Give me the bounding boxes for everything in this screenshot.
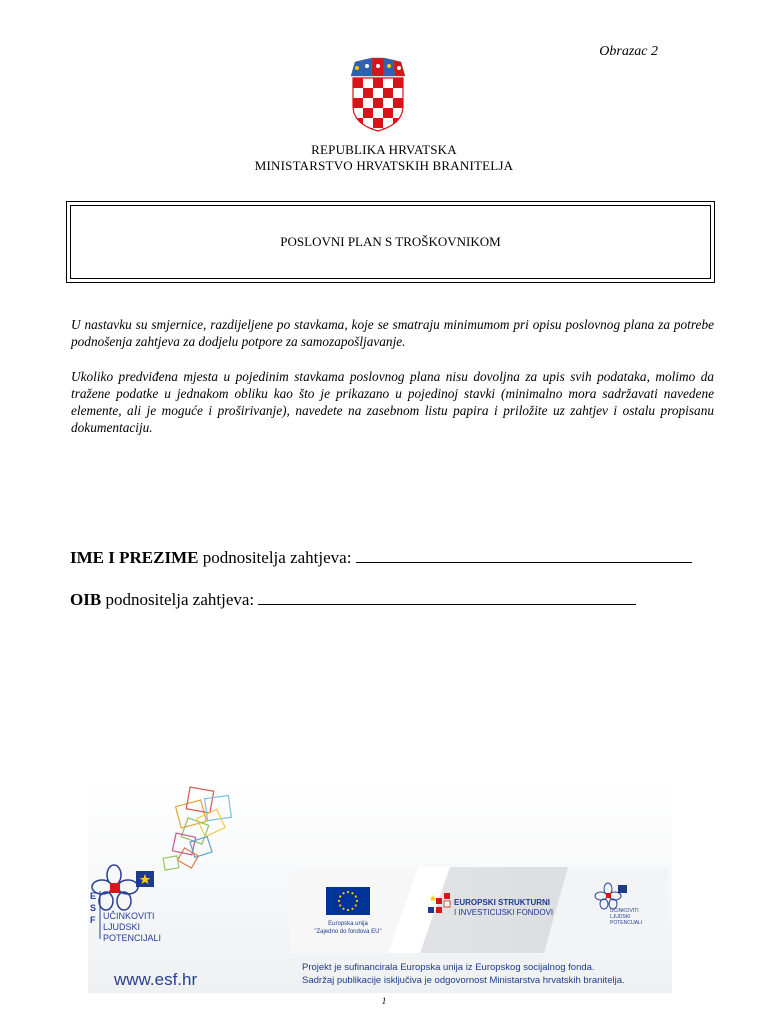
- oib-field-label-bold: OIB: [70, 590, 102, 609]
- instructions-paragraph: Ukoliko predviđena mjesta u pojedinim stavkama poslovnog plana nisu dovoljna za upis svih podataka, molimo da tražene podatke u jednakom obliku kao što je prikazano u pojedinoj stavki (minimalno mora sadržavati navedene elemente, ali je moguće i proširivanje), navedete na zasebnom listu papira i priložite uz zahtjev i ostalu propisanu dokumentaciju.: [71, 369, 714, 435]
- coat-check: [393, 88, 403, 98]
- eu-star-icon: [342, 908, 344, 910]
- coat-check: [373, 78, 383, 88]
- coat-check: [393, 78, 403, 88]
- svg-text:Europska unija: Europska unija: [328, 921, 368, 927]
- coat-check: [353, 78, 363, 88]
- eu-star-icon: [347, 891, 349, 893]
- coat-check: [373, 88, 383, 98]
- svg-text:UČINKOVITI: UČINKOVITI: [103, 911, 155, 921]
- coat-check: [383, 118, 393, 128]
- coat-check: [373, 118, 383, 128]
- eu-star-icon: [355, 895, 357, 897]
- name-field-blank[interactable]: [356, 548, 692, 563]
- croatian-coat-of-arms: [349, 56, 407, 132]
- svg-text:E: E: [90, 891, 97, 901]
- esf-footer-banner: [88, 783, 672, 993]
- eu-star-icon: [342, 892, 344, 894]
- form-number: Obrazac 2: [599, 44, 658, 59]
- funding-note-line2: Sadržaj publikacije isključiva je odgovornost Ministarstva hrvatskih branitelja.: [302, 975, 625, 986]
- coat-check: [383, 88, 393, 98]
- svg-text:LJUDSKI: LJUDSKI: [610, 914, 631, 920]
- eu-flag: [326, 887, 370, 915]
- eu-star-icon: [355, 904, 357, 906]
- coat-check: [383, 98, 393, 108]
- header-country: REPUBLIKA HRVATSKA: [311, 142, 457, 157]
- svg-text:EUROPSKI STRUKTURNI: EUROPSKI STRUKTURNI: [454, 898, 551, 907]
- name-field-label-bold: IME I PREZIME: [70, 548, 199, 567]
- coat-check: [383, 78, 393, 88]
- coat-check: [393, 98, 403, 108]
- svg-text:LJUDSKI: LJUDSKI: [103, 922, 141, 932]
- svg-text:I INVESTICIJSKI FONDOVI: I INVESTICIJSKI FONDOVI: [454, 908, 554, 917]
- oib-field-blank[interactable]: [258, 590, 636, 605]
- eu-star-icon: [347, 909, 349, 911]
- eu-star-icon: [351, 892, 353, 894]
- coat-check: [363, 78, 373, 88]
- coat-check: [373, 98, 383, 108]
- oib-field[interactable]: [70, 590, 636, 610]
- funding-note-line1: Projekt je sufinancirala Europska unija iz Europskog socijalnog fonda.: [302, 962, 595, 973]
- eu-star-icon: [351, 908, 353, 910]
- svg-text:S: S: [90, 903, 97, 913]
- svg-text:POTENCIJALI: POTENCIJALI: [610, 920, 643, 926]
- document-title: POSLOVNI PLAN S TROŠKOVNIKOM: [70, 205, 711, 279]
- header-ministry: MINISTARSTVO HRVATSKIH BRANITELJA: [254, 158, 514, 173]
- coat-check: [363, 88, 373, 98]
- eu-star-icon: [339, 904, 341, 906]
- eu-star-icon: [339, 895, 341, 897]
- intro-paragraph: U nastavku su smjernice, razdijeljene po stavkama, koje se smatraju minimumom pri opisu poslovnog plana za potrebe podnošenja zahtjeva za dodjelu potpore za samozapošljavanje.: [71, 317, 714, 349]
- eu-star-icon: [356, 900, 358, 902]
- oib-field-label: podnositelja zahtjeva:: [101, 590, 259, 609]
- svg-text:F: F: [90, 915, 96, 925]
- coat-check: [353, 128, 363, 132]
- page-number: 1: [381, 996, 387, 1006]
- coat-check: [373, 108, 383, 118]
- esf-website: www.esf.hr: [114, 970, 198, 989]
- title-box: [66, 201, 715, 283]
- coat-check: [353, 88, 363, 98]
- coat-check: [353, 98, 363, 108]
- eu-star-icon: [338, 900, 340, 902]
- name-field-label: podnositelja zahtjeva:: [198, 548, 356, 567]
- coat-check: [363, 118, 373, 128]
- coat-check: [363, 98, 373, 108]
- svg-text:POTENCIJALI: POTENCIJALI: [103, 933, 162, 943]
- svg-text:UČINKOVITI: UČINKOVITI: [610, 908, 639, 914]
- coat-check: [363, 108, 373, 118]
- coat-check: [393, 128, 403, 132]
- svg-text:"Zajedno do fondova EU": "Zajedno do fondova EU": [314, 929, 382, 935]
- name-field[interactable]: [70, 548, 692, 568]
- issuer-header: [0, 142, 768, 174]
- coat-check: [383, 108, 393, 118]
